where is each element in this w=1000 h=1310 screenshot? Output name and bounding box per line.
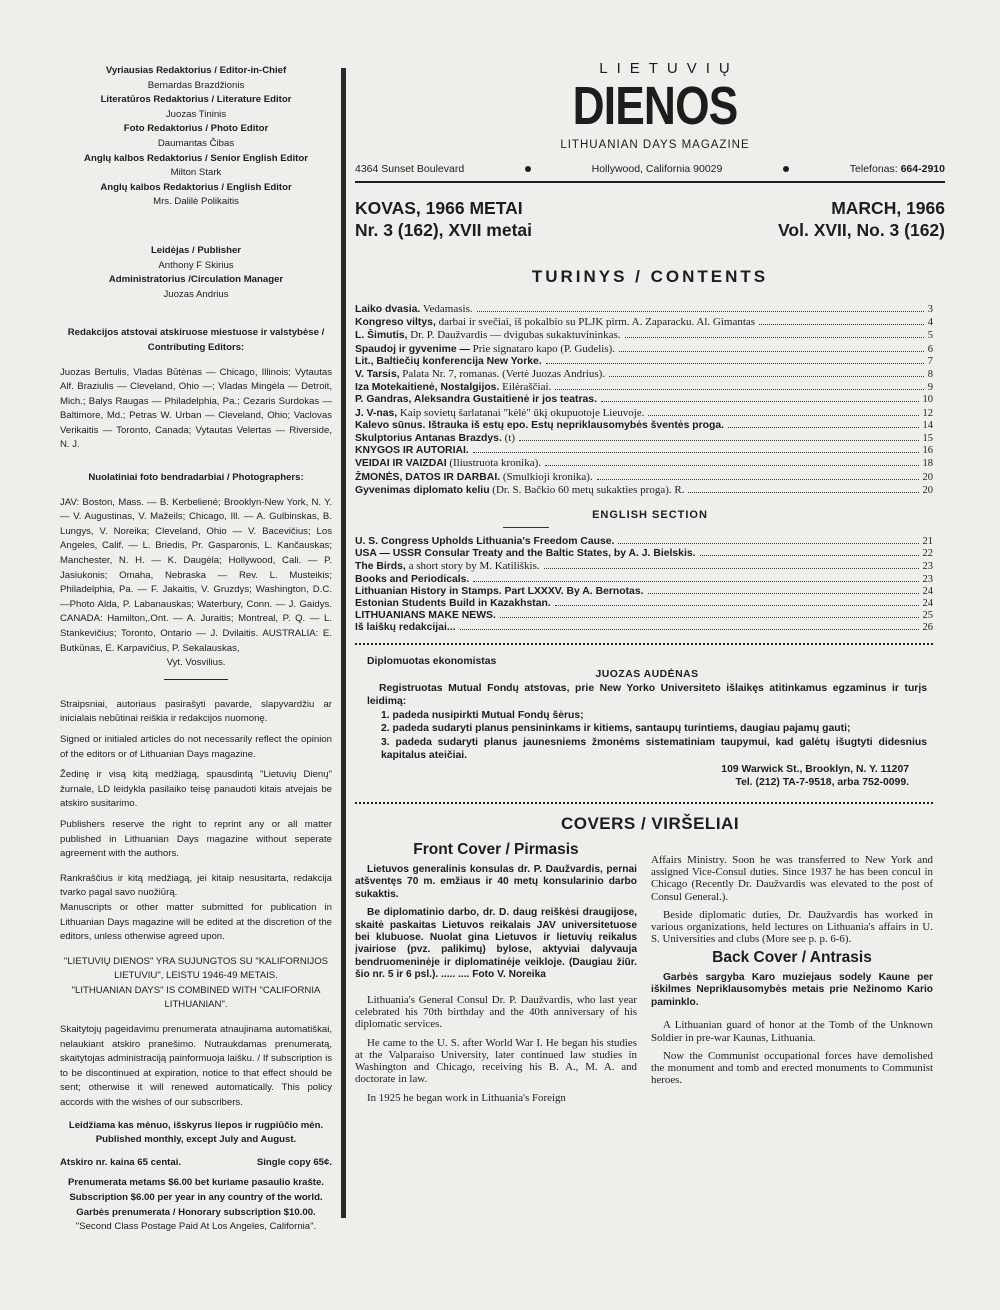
- toc-item: [355, 381, 933, 394]
- toc-item: [355, 610, 933, 622]
- toc-leader: [648, 593, 919, 594]
- photo-text: JAV: Boston, Mass. — B. Kerbelienė; Brooklyn-New York, N. Y. — V. Augustinas, V. Mažeils; Chicago, Ill. — A. Gulbinskas, B. Lungys, V. Noreika; Cleveland, Ohio — V. Bacevičius; Los Angeles, Calif. — L. Briedis, Pr. Gasparonis, L. Kančauskas; Manchester, N. H. — K. Daugėla; Hollywood, Cali. — P. Jasiukonis; Omaha, Nebraska — Rev. L. Musteikis; Philadelphia, Pa. — F. Jakaitis, V. Gruzdys; Washington, D.C. —Photo Alda, P. Labanauskas; Waterbury, Conn. — J. Gaidys. CANADA: Hamilton,.Ont. — A. Juraitis; Montreal, P. Q. — L. Stankevičius; Toronto, Ontario — J. Dvilaitis. AUSTRALIA: E. Butkūnas, E. Karpavičius, P. Sekalauskas,: [60, 496, 332, 654]
- covers-title: COVERS / VIRŠELIAI: [560, 813, 740, 833]
- toc-leader: [555, 389, 923, 390]
- issue-lt-1: KOVAS, 1966 METAI: [355, 198, 523, 218]
- toc-page: 9: [927, 382, 933, 394]
- toc-title: Iza Motekaitienė, Nostalgijos. Eilėraščiai.: [355, 381, 552, 394]
- issue-lt-2: Nr. 3 (162), XVII metai: [355, 220, 533, 240]
- toc-page: 7: [927, 355, 933, 367]
- city-address: Hollywood, California 90029: [591, 163, 723, 175]
- front-cover-title: Front Cover / Pirmasis: [413, 840, 579, 858]
- toc-leader: [477, 311, 924, 312]
- note-3: Žedinę ir visą kitą medžiagą, spausdintą "Lietuvių Dienų" žurnale, LD leidykla pasilaiko teisę panaudoti kitais atvejais be atskiro susitarimo.: [60, 769, 332, 810]
- covers-col-2: [651, 838, 933, 1110]
- main-column: [355, 60, 945, 1110]
- renewal-note: Skaitytojų pageidavimu prenumerata atnaujinama automatiškai, nelaukiant atskiro pranešimo. Nutraukdamas prenumeratą, skaitytojas administraciją painformuoja laišku. / If subscription is to be discontinued at expiration, notice to that effect should be sent; otherwise it will renewed automatically. This policy accords with the wishes of our subscribers.: [60, 1024, 332, 1109]
- toc-item: [355, 445, 933, 457]
- toc-item: [355, 548, 933, 560]
- combined-lt: "LIETUVIŲ DIENOS" YRA SUJUNGTOS SU "KALIFORNIJOS LIETUVIU", LEISTU 1946-49 METAIS.: [63, 955, 329, 982]
- covers-col-1: [355, 838, 637, 1110]
- street-address: 4364 Sunset Boulevard: [355, 163, 465, 175]
- toc-leader: [618, 543, 918, 544]
- toc-page: 26: [922, 622, 933, 634]
- toc-item: [355, 303, 933, 316]
- toc-page: 10: [922, 394, 933, 406]
- sub-en: Subscription $6.00 per year in any country of the world.: [69, 1192, 323, 1203]
- toc-leader: [648, 415, 918, 416]
- bullet-icon: [783, 166, 789, 172]
- toc-item: [355, 484, 933, 497]
- admin-name: Juozas Andrius: [163, 288, 229, 300]
- divider: [503, 527, 549, 528]
- toc-title: Kongreso viltys, darbai ir svečiai, iš pokalbio su PLJK pirm. A. Zaparacku. Al. Gimantas: [355, 316, 756, 329]
- toc-page: 23: [922, 573, 933, 585]
- ad-body: [367, 682, 927, 763]
- toc-page: 8: [927, 369, 933, 381]
- editor-role: Foto Redaktorius / Photo Editor: [123, 123, 269, 135]
- toc-page: 15: [922, 433, 933, 445]
- toc-item: [355, 394, 933, 406]
- front-en-2: He came to the U. S. after World War I. He began his studies at the Valparaiso University, later continued law studies in Washington and Chicago, receiving his B. A., M. A. and doctorate in law.: [355, 1036, 637, 1086]
- toc-page: 12: [922, 407, 933, 419]
- toc-title: LITHUANIANS MAKE NEWS.: [355, 610, 496, 622]
- toc-page: 3: [927, 304, 933, 315]
- toc-page: 4: [927, 317, 933, 329]
- single-price-row: [60, 1156, 332, 1171]
- photo-last: Vyt. Vosvilius.: [166, 657, 226, 669]
- toc-leader: [625, 337, 924, 338]
- toc-title: Books and Periodicals.: [355, 573, 470, 585]
- toc-page: 5: [927, 330, 933, 342]
- toc-page: 23: [922, 561, 933, 573]
- toc-item: [355, 560, 933, 573]
- bullet-icon: [525, 166, 531, 172]
- ad-heading: Diplomuotas ekonomistas: [367, 655, 497, 667]
- toc-leader: [759, 324, 924, 325]
- masthead-subtitle: LITHUANIAN DAYS MAGAZINE: [560, 139, 750, 151]
- toc-item: [355, 356, 933, 368]
- toc-item: [355, 420, 933, 432]
- toc-title: Iš laiškų redakcijai...: [355, 622, 456, 634]
- honorary-sub: Garbės prenumerata / Honorary subscription $10.00.: [76, 1206, 316, 1218]
- toc-leader: [460, 629, 919, 630]
- toc-item: [355, 343, 933, 356]
- ad-point-2: 2. padeda sudaryti planus pensininkams ir kitiems, santaupų turintiems, daugiau pajamų gauti;: [381, 723, 851, 735]
- single-price-lt: Atskiro nr. kaina 65 centai.: [60, 1156, 182, 1168]
- issue-info: [355, 197, 945, 241]
- toc-item: [355, 598, 933, 610]
- address-line: [355, 163, 945, 183]
- back-lt: Garbės sargyba Karo muziejaus sodely Kaune per iškilmes Nepriklausomybės metais prie Nežinomo Kario paminklo.: [651, 972, 933, 1008]
- toc-title: Estonian Students Build in Kazakhstan.: [355, 598, 551, 610]
- toc-leader: [688, 492, 918, 493]
- editors-list: [60, 64, 332, 210]
- telephone: [850, 163, 945, 175]
- toc-leader: [519, 440, 919, 441]
- toc-title: P. Gandras, Aleksandra Gustaitienė ir jos teatras.: [355, 394, 597, 406]
- toc-title: Lit., Baltiečių konferencija New Yorke.: [355, 355, 542, 367]
- divider: [355, 802, 933, 804]
- column-divider: [341, 68, 346, 1218]
- combined-en: "LITHUANIAN DAYS" IS COMBINED WITH "CALIFORNIA LITHUANIAN".: [71, 984, 321, 1011]
- english-contents: [355, 536, 933, 635]
- tel-number: 664-2910: [900, 163, 945, 175]
- toc-page: 14: [922, 419, 933, 431]
- publisher-name: Anthony F Skirius: [158, 259, 234, 271]
- ad-tel: Tel. (212) TA-7-9518, arba 752-0099.: [735, 777, 909, 789]
- toc-item: [355, 407, 933, 420]
- toc-title: The Birds, a short story by M. Katiliškis.: [355, 560, 540, 573]
- toc-leader: [601, 401, 919, 402]
- photo-title: Nuolatiniai foto bendradarbiai / Photographers:: [88, 472, 304, 484]
- editor-name: Mrs. Dalilė Polikaitis: [153, 196, 239, 208]
- ad-address: 109 Warwick St., Brooklyn, N. Y. 11207: [721, 763, 909, 775]
- contrib-title: Redakcijos atstovai atskiruose miestuose ir valstybėse / Contributing Editors:: [67, 327, 325, 353]
- issue-en-1: MARCH, 1966: [831, 198, 945, 218]
- toc-leader: [609, 376, 924, 377]
- divider: [164, 679, 228, 680]
- toc-leader: [546, 363, 924, 364]
- toc-page: 6: [927, 343, 933, 355]
- note-6: Manuscripts or other matter submitted for publication in Lithuanian Days magazine will be edited at the discretion of the editors, unless otherwise agreed upon.: [60, 901, 332, 943]
- editor-role: Vyriausias Redaktorius / Editor-in-Chief: [105, 65, 287, 76]
- note-1: Straipsniai, autoriaus pasirašyti pavarde, slapyvardžiu ar inicialais nebūtinai reiškia ir redakcijos nuomonę.: [60, 698, 332, 725]
- toc-item: [355, 432, 933, 445]
- toc-page: 22: [922, 548, 933, 560]
- toc-leader: [700, 555, 919, 556]
- note-4: Publishers reserve the right to reprint any or all matter published in Lithuanian Days magazine without seperate agreement with the authors.: [60, 818, 332, 860]
- single-price-en: Single copy 65¢.: [256, 1156, 332, 1168]
- toc-page: 20: [922, 484, 933, 496]
- editor-name: Daumantas Čibas: [157, 137, 235, 149]
- toc-page: 24: [922, 598, 933, 610]
- front-en-4: Affairs Ministry. Soon he was transferred to New York and assigned Vice-Consul duties. Since 1937 he has been concul in Chicago (Recently Dr. Daužvardis was elevated to the post of Consul General.).: [651, 853, 933, 903]
- toc-title: V. Tarsis, Palata Nr. 7, romanas. (Vertė Juozas Andrius).: [355, 368, 606, 381]
- toc-title: Kalevo sūnus. Ištrauka iš estų epo. Estų nepriklausomybės šventės proga.: [355, 419, 724, 431]
- ad-name: JUOZAS AUDĖNAS: [595, 669, 699, 681]
- toc-item: [355, 368, 933, 381]
- editor-role: Anglų kalbos Redaktorius / English Editor: [100, 181, 292, 193]
- toc-title: Gyvenimas diplomato keliu (Dr. S. Bačkio 60 metų sukakties proga). R.: [355, 483, 685, 496]
- toc-title: VEIDAI IR VAIZDAI (Iliustruota kronika).: [355, 457, 542, 470]
- covers-columns: [355, 838, 933, 1110]
- english-section-title: ENGLISH SECTION: [592, 509, 708, 522]
- toc-item: [355, 622, 933, 634]
- toc-title: ŽMONĖS, DATOS IR DARBAI. (Smulkioji kronika).: [355, 470, 593, 483]
- table-of-contents: [355, 303, 933, 497]
- toc-title: Skulptorius Antanas Brazdys. (t): [355, 432, 515, 445]
- issue-en-2: Vol. XVII, No. 3 (162): [778, 220, 945, 240]
- toc-page: 21: [922, 536, 933, 548]
- contents-title: TURINYS / CONTENTS: [531, 267, 769, 286]
- toc-title: USA — USSR Consular Treaty and the Baltic States, by A. J. Bielskis.: [355, 548, 696, 560]
- toc-item: [355, 574, 933, 586]
- toc-leader: [544, 568, 919, 569]
- toc-item: [355, 536, 933, 548]
- toc-leader: [545, 465, 918, 466]
- toc-leader: [728, 427, 919, 428]
- toc-page: 20: [922, 471, 933, 483]
- toc-leader: [555, 605, 919, 606]
- toc-title: J. V-nas, Kaip sovietų šarlatanai "kėlė" ūkį okupuotoje Lieuvoje.: [355, 406, 645, 419]
- divider: [355, 643, 933, 645]
- toc-leader: [597, 479, 919, 480]
- note-5: Rankraščius ir kitą medžiagą, jei kitaip nesusitarta, redakcija tvarko pagal savo nuožiūrą.: [60, 872, 332, 899]
- staff-column: [60, 64, 332, 1235]
- contrib-text: Juozas Bertulis, Vladas Būtėnas — Chicago, Illinois; Vytautas Alf. Braziulis — Cleveland, Ohio —; Vladas Mingėla — Detroit, Mich.; Balys Raugas — Philadelphia, Pa.; Cezaris Surdokas — Baltimore, Md.; Petras W. Urban — Cleveland, Ohio; Vaclovas Verikaitis — Toronto, Canada; Vytautas Velertas — Riverside, N. J.: [60, 366, 332, 451]
- ad-intro: Registruotas Mutual Fondų atstovas, prie New Yorko Universiteto išlaikęs atitinkamus egzaminus ir turįs leidimą:: [367, 682, 927, 708]
- toc-page: 24: [922, 585, 933, 597]
- toc-leader: [619, 351, 924, 352]
- publisher-role: Leidėjas / Publisher: [150, 244, 242, 256]
- editor-name: Juozas Tininis: [165, 108, 227, 120]
- postage-note: "Second Class Postage Paid At Los Angeles, California".: [75, 1221, 317, 1233]
- front-en-5: Beside diplomatic duties, Dr. Daužvardis has worked in various organizations, held lectures on Lithuania's affairs in U. S. Universities and clubs (More see p. p. 6-6).: [651, 908, 933, 946]
- advertisement: [367, 655, 927, 790]
- toc-page: 18: [922, 458, 933, 470]
- front-lt-2: Be diplomatinio darbo, dr. D. daug reiškėsi draugijose, skaitė paskaitas Lietuvos reikalais JAV universitetuose bei klubuose. Nuolat gina Lietuvos ir lietuvių reikalus įvairiose (pvz. palikimų) bylose, aktyviai dalyvauja bendruomeninėje ir diplomatinėje veikloje. (Daugiau žiūr. šio nr. 5 ir 6 psl.). ..... .... Foto V. Noreika: [355, 907, 637, 981]
- toc-item: [355, 329, 933, 342]
- ad-point-1: 1. padeda nusipirkti Mutual Fondų šėrus;: [381, 709, 584, 721]
- sub-lt: Prenumerata metams $6.00 bet kuriame pasaulio krašte.: [68, 1177, 324, 1189]
- note-2: Signed or initialed articles do not necessarily reflect the opinion of the editors or of Lithuanian Days magazine.: [60, 733, 332, 760]
- toc-page: 16: [922, 445, 933, 457]
- toc-leader: [473, 452, 919, 453]
- toc-title: Spaudoj ir gyvenime — Prie signataro kapo (P. Gudelis).: [355, 342, 616, 355]
- editor-role: Anglų kalbos Redaktorius / Senior English Editor: [84, 152, 308, 164]
- toc-title: Laiko dvasia. Vedamasis.: [355, 303, 473, 315]
- toc-item: [355, 471, 933, 484]
- toc-item: [355, 316, 933, 329]
- toc-leader: [473, 581, 918, 582]
- masthead-top: LIETUVIŲ: [599, 60, 739, 77]
- toc-title: U. S. Congress Upholds Lithuania's Freedom Cause.: [355, 536, 615, 548]
- toc-title: KNYGOS IR AUTORIAI.: [355, 445, 469, 457]
- ad-point-3: 3. padeda sudaryti planus jaunesniems žmonėms sistematiniam taupymui, kad galėtų išugtyti didesnius kapitalus ateičiai.: [381, 736, 927, 762]
- masthead-title: DIENOS: [572, 76, 738, 136]
- tel-label: Telefonas:: [849, 163, 898, 175]
- toc-title: Lithuanian History in Stamps. Part LXXXV. By A. Bernotas.: [355, 585, 644, 597]
- front-en-1: Lithuania's General Consul Dr. P. Daužvardis, who last year celebrated his 70th birthday and the 40th anniversary of his diplomatic services.: [355, 993, 637, 1031]
- editor-name: Milton Stark: [170, 167, 222, 179]
- editor-role: Literatūros Redaktorius / Literature Editor: [100, 94, 292, 106]
- toc-title: L. Šimutis, Dr. P. Daužvardis — dvigubas sukaktuvininkas.: [355, 329, 621, 342]
- back-cover-title: Back Cover / Antrasis: [712, 948, 872, 966]
- monthly-note: Leidžiama kas mėnuo, išskyrus liepos ir rugpiūčio mėn. Published monthly, except July and August.: [68, 1119, 324, 1146]
- back-en-1: A Lithuanian guard of honor at the Tomb of the Unknown Soldier in pre-war Kaunas, Lithuania.: [651, 1019, 933, 1044]
- toc-item: [355, 586, 933, 598]
- front-lt-1: Lietuvos generalinis konsulas dr. P. Daužvardis, pernai atšventęs 70 m. emžiaus ir 40 metų konsularinio darbo sukaktis.: [355, 863, 637, 900]
- toc-item: [355, 457, 933, 470]
- admin-role: Administratorius /Circulation Manager: [108, 274, 284, 286]
- back-en-2: Now the Communist occupational forces have demolished the monument and tomb and erected monuments to Communist heroes.: [651, 1049, 933, 1087]
- toc-page: 25: [922, 610, 933, 622]
- editor-name: Bernardas Brazdžionis: [147, 79, 245, 91]
- toc-leader: [500, 617, 919, 618]
- front-en-3: In 1925 he began work in Lithuania's Foreign: [367, 1091, 566, 1104]
